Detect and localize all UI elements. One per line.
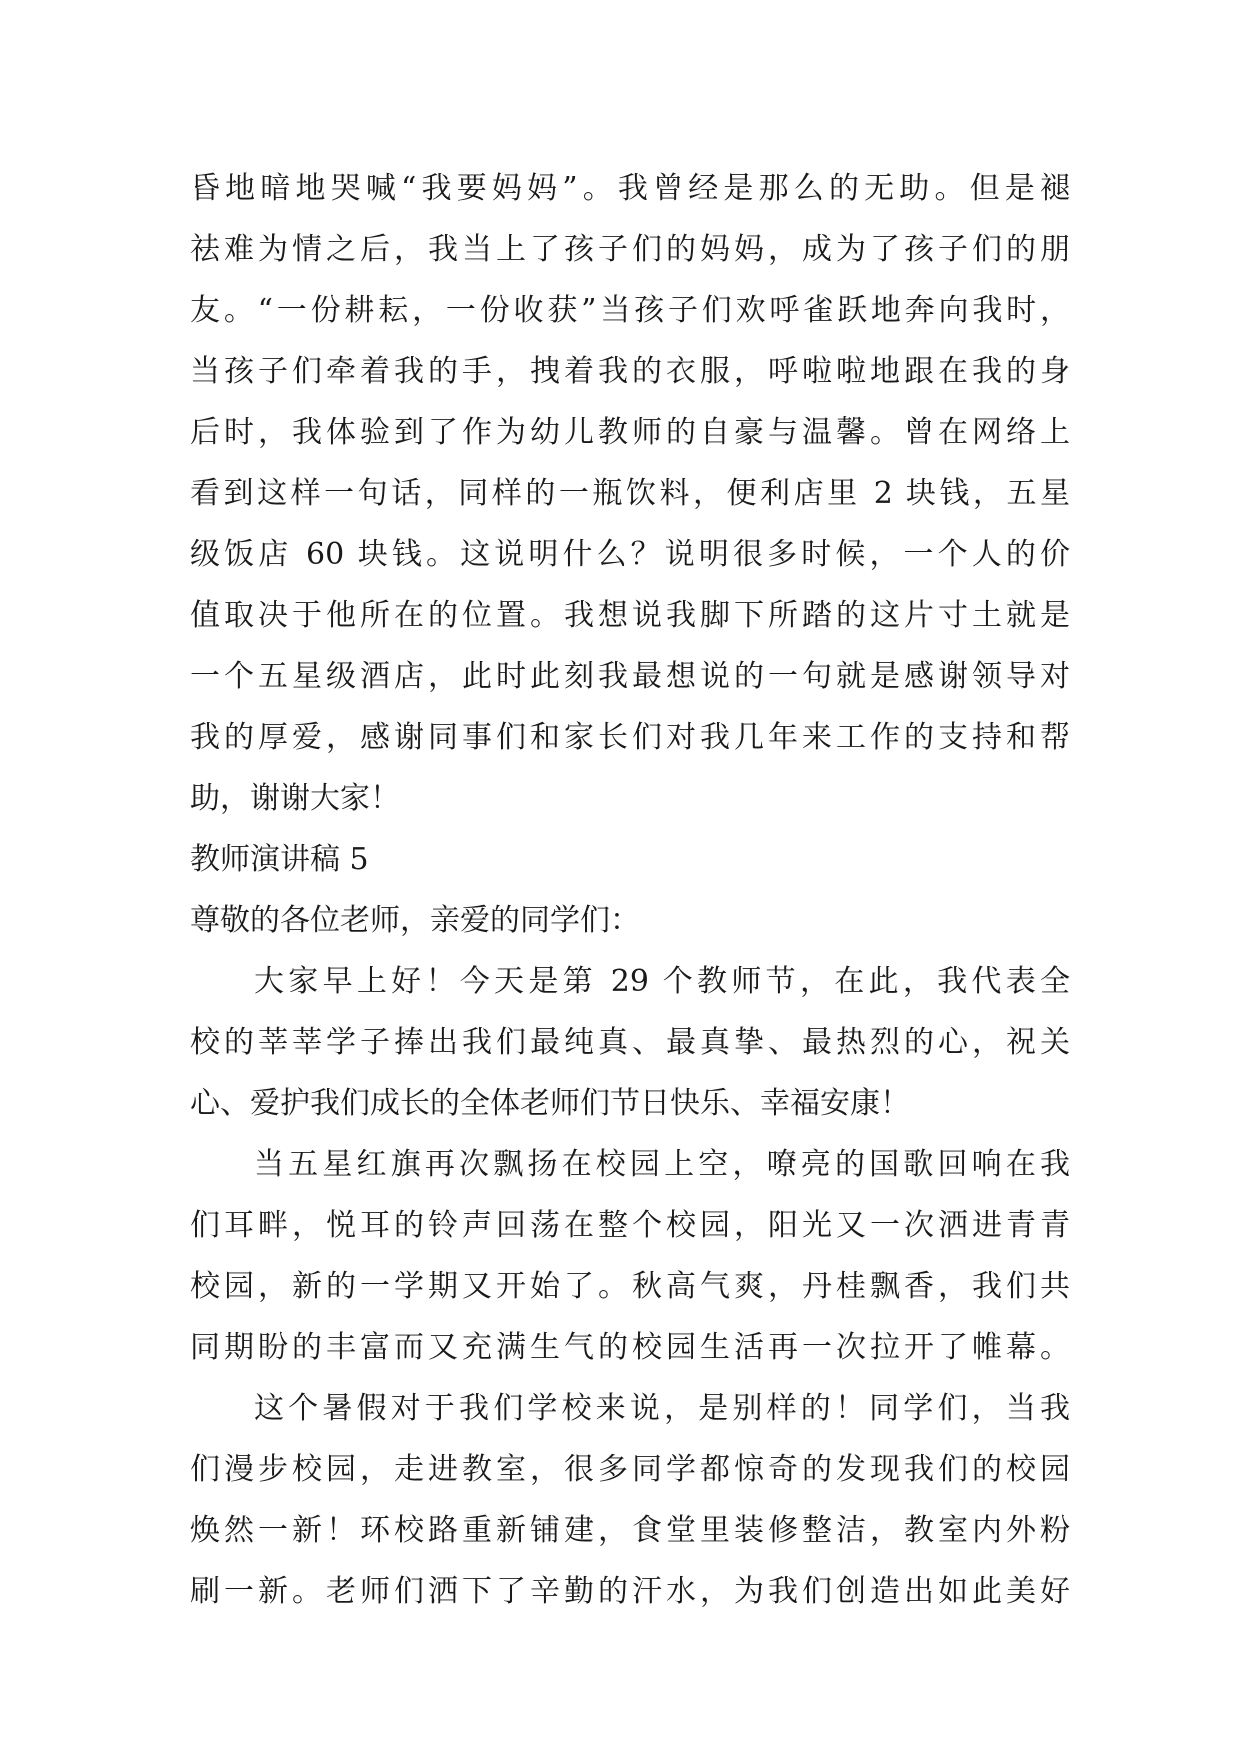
paragraph-first-line: 这个暑假对于我们学校来说，是别样的！同学们，当我 [254, 1391, 1070, 1426]
paragraph-first-line: 大家早上好！今天是第 29 个教师节，在此，我代表全 [254, 964, 1070, 999]
section-heading: 教师演讲稿 5 [190, 842, 369, 877]
paragraph-first-line: 当五星红旗再次飘扬在校园上空，嘹亮的国歌回响在我 [254, 1147, 1070, 1182]
text-line: 我的厚爱，感谢同事们和家长们对我几年来工作的支持和帮 [190, 720, 1070, 755]
text-line: 值取决于他所在的位置。我想说我脚下所踏的这片寸土就是 [190, 598, 1070, 633]
text-line: 校的莘莘学子捧出我们最纯真、最真挚、最热烈的心，祝关 [190, 1025, 1070, 1060]
text-line: 一个五星级酒店，此时此刻我最想说的一句就是感谢领导对 [190, 659, 1070, 694]
text-line: 祛难为情之后，我当上了孩子们的妈妈，成为了孩子们的朋 [190, 232, 1070, 267]
salutation: 尊敬的各位老师，亲爱的同学们： [190, 903, 640, 938]
text-line: 们耳畔，悦耳的铃声回荡在整个校园，阳光又一次洒进青青 [190, 1208, 1070, 1243]
text-line: 校园，新的一学期又开始了。秋高气爽，丹桂飘香，我们共 [190, 1269, 1070, 1304]
text-line: 们漫步校园，走进教室，很多同学都惊奇的发现我们的校园 [190, 1452, 1070, 1487]
text-line: 当孩子们牵着我的手，拽着我的衣服，呼啦啦地跟在我的身 [190, 354, 1070, 389]
text-line: 看到这样一句话，同样的一瓶饮料，便利店里 2 块钱，五星 [190, 476, 1070, 511]
text-line: 友。“一份耕耘，一份收获”当孩子们欢呼雀跃地奔向我时， [190, 293, 1070, 328]
text-line: 焕然一新！环校路重新铺建，食堂里装修整洁，教室内外粉 [190, 1513, 1070, 1548]
text-line: 同期盼的丰富而又充满生气的校园生活再一次拉开了帷幕。 [190, 1330, 1070, 1365]
text-line: 心、爱护我们成长的全体老师们节日快乐、幸福安康！ [190, 1086, 910, 1121]
text-line: 级饭店 60 块钱。这说明什么？说明很多时候，一个人的价 [190, 537, 1070, 572]
document-page [190, 158, 1070, 1622]
text-line: 助，谢谢大家！ [190, 781, 400, 816]
text-line: 昏地暗地哭喊“我要妈妈”。我曾经是那么的无助。但是褪 [190, 171, 1070, 206]
text-line: 刷一新。老师们洒下了辛勤的汗水，为我们创造出如此美好 [190, 1574, 1070, 1609]
text-line: 后时，我体验到了作为幼儿教师的自豪与温馨。曾在网络上 [190, 415, 1070, 450]
